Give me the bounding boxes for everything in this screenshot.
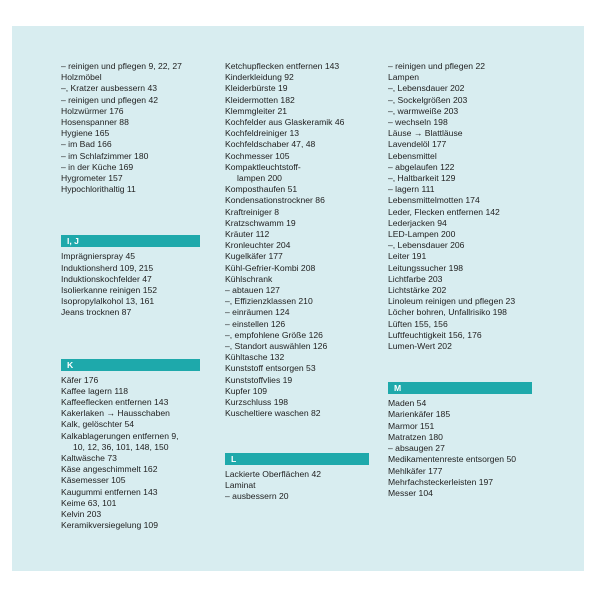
index-entry: lampen 200 [237, 173, 282, 184]
section-heading: L [225, 453, 369, 465]
index-entry: Kühltasche 132 [225, 352, 285, 363]
index-entry: Kaugummi entfernen 143 [61, 486, 158, 497]
index-entry: Kuscheltiere waschen 82 [225, 408, 321, 419]
index-entry: Induktionsherd 109, 215 [61, 262, 154, 273]
index-entry: Laminat [225, 479, 256, 490]
index-entry: Matratzen 180 [388, 431, 443, 442]
index-entry: – im Schlafzimmer 180 [61, 150, 149, 161]
index-entry: –, Effizienzklassen 210 [225, 296, 313, 307]
index-block [225, 61, 375, 420]
index-entry: Kunststoffvlies 19 [225, 374, 293, 385]
index-entry: Marmor 151 [388, 420, 435, 431]
index-entry: –, warmweiße 203 [388, 105, 459, 116]
index-entry: Kinderkleidung 92 [225, 72, 294, 83]
index-entry: Kaltwäsche 73 [61, 453, 117, 464]
index-entry: Kaffee lagern 118 [61, 385, 129, 396]
index-entry: 10, 12, 36, 101, 148, 150 [73, 441, 169, 452]
index-entry: Klemmgleiter 21 [225, 105, 288, 116]
index-entry: Kühl-Gefrier-Kombi 208 [225, 262, 316, 273]
index-entry: Kraftreiniger 8 [225, 206, 279, 217]
index-entry: – reinigen und pflegen 42 [61, 94, 158, 105]
index-entry: Käsemesser 105 [61, 475, 126, 486]
index-entry: – ausbessern 20 [225, 490, 289, 501]
index-entry: Kochfeldschaber 47, 48 [225, 139, 316, 150]
index-entry: Ketchupflecken entfernen 143 [225, 61, 340, 71]
index-entry: – abtauen 127 [225, 285, 280, 296]
index-entry: Lampen [388, 72, 420, 83]
index-entry: – lagern 111 [388, 184, 435, 195]
index-entry: Lichtstärke 202 [388, 285, 447, 296]
index-entry: Leiter 191 [388, 251, 427, 262]
index-entry: Lüften 155, 156 [388, 318, 448, 329]
index-entry: Kelvin 203 [61, 509, 102, 520]
index-entry: Holzmöbel [61, 72, 102, 83]
index-entry: Kupfer 109 [225, 385, 268, 396]
index-entry: Marienkäfer 185 [388, 409, 451, 420]
index-entry: –, Lebensdauer 202 [388, 83, 465, 94]
index-entry: Hypochlorithaltig 11 [61, 184, 136, 195]
index-entry: Kakerlaken → Hausschaben [61, 408, 170, 419]
index-entry: Kräuter 112 [225, 229, 270, 240]
index-entry: Leder, Flecken entfernen 142 [388, 206, 500, 217]
index-entry: Leitungssucher 198 [388, 262, 464, 273]
index-entry: Keramikversiegelung 109 [61, 520, 158, 531]
index-entry: Isolierkanne reinigen 152 [61, 285, 158, 296]
index-entry: – einstellen 126 [225, 318, 286, 329]
index-entry: Keime 63, 101 [61, 497, 117, 508]
index-entry: Lebensmittel [388, 150, 437, 161]
index-entry: Komposthaufen 51 [225, 184, 298, 195]
index-entry: Linoleum reinigen und pflegen 23 [388, 296, 516, 307]
index-entry: Hygiene 165 [61, 128, 110, 139]
index-entry: Messer 104 [388, 487, 433, 498]
index-entry: Kochfeldreiniger 13 [225, 128, 300, 139]
index-entry: – im Bad 166 [61, 139, 112, 150]
index-entry: Hosenspanner 88 [61, 117, 129, 128]
index-entry: Medikamentenreste entsorgen 50 [388, 454, 517, 465]
index-page [12, 26, 584, 571]
index-entry: Lederjacken 94 [388, 217, 447, 228]
index-entry: Isopropylalkohol 13, 161 [61, 296, 155, 307]
index-entry: Luftfeuchtigkeit 156, 176 [388, 329, 482, 340]
index-block [61, 235, 201, 318]
index-entry: Lebensmittelmotten 174 [388, 195, 480, 206]
index-entry: –, Standort auswählen 126 [225, 341, 328, 352]
index-entry: Käfer 176 [61, 374, 99, 385]
index-entry: Kühlschrank [225, 273, 273, 284]
index-entry: Kaffeeflecken entfernen 143 [61, 397, 169, 408]
index-entry: Kugelkäfer 177 [225, 251, 283, 262]
index-entry: Holzwürmer 176 [61, 105, 124, 116]
index-entry: –, Sockelgrößen 203 [388, 94, 468, 105]
index-entry: Mehrfachsteckerleisten 197 [388, 476, 494, 487]
index-entry: Kompaktleuchtstoff- [225, 161, 301, 172]
index-entry: Kronleuchter 204 [225, 240, 291, 251]
index-entry: Imprägnierspray 45 [61, 251, 136, 262]
index-column-1 [61, 61, 201, 532]
index-entry: Käse angeschimmelt 162 [61, 464, 158, 475]
index-entry: Lichtfarbe 203 [388, 273, 443, 284]
index-entry: Läuse → Blattläuse [388, 128, 463, 139]
index-column-3 [388, 61, 548, 499]
index-entry: – in der Küche 169 [61, 161, 134, 172]
index-entry: – wechseln 198 [388, 117, 448, 128]
index-entry: Kalkablagerungen entfernen 9, [61, 430, 179, 441]
section-heading: M [388, 382, 532, 394]
index-entry: – absaugen 27 [388, 443, 445, 454]
index-entry: Kratzschwamm 19 [225, 217, 296, 228]
index-entry: LED-Lampen 200 [388, 229, 456, 240]
index-block [388, 382, 548, 499]
index-entry: Lumen-Wert 202 [388, 341, 452, 352]
index-entry: – reinigen und pflegen 9, 22, 27 [61, 61, 182, 71]
index-entry: –, Lebensdauer 206 [388, 240, 465, 251]
index-block [61, 359, 201, 532]
index-entry: Kondensationstrockner 86 [225, 195, 325, 206]
index-entry: –, empfohlene Größe 126 [225, 329, 323, 340]
index-entry: Kleidermotten 182 [225, 94, 295, 105]
index-block [388, 61, 548, 352]
index-entry: Kleiderbürste 19 [225, 83, 288, 94]
index-entry: – einräumen 124 [225, 307, 290, 318]
index-entry: Kurzschluss 198 [225, 397, 289, 408]
index-entry: Lackierte Oberflächen 42 [225, 468, 322, 479]
index-entry: Kalk, gelöschter 54 [61, 419, 135, 430]
index-entry: Maden 54 [388, 398, 427, 409]
index-entry: Löcher bohren, Unfallrisiko 198 [388, 307, 507, 318]
index-entry: Induktionskochfelder 47 [61, 273, 152, 284]
index-column-2 [225, 61, 375, 502]
index-entry: –, Kratzer ausbessern 43 [61, 83, 158, 94]
index-entry: –, Haltbarkeit 129 [388, 173, 456, 184]
index-entry: Mehlkäfer 177 [388, 465, 443, 476]
index-entry: Lavendelöl 177 [388, 139, 447, 150]
section-heading: K [61, 359, 200, 371]
index-block [225, 453, 375, 503]
index-block [61, 61, 201, 195]
index-entry: Kochfelder aus Glaskeramik 46 [225, 117, 345, 128]
index-entry: Kochmesser 105 [225, 150, 290, 161]
index-entry: – reinigen und pflegen 22 [388, 61, 485, 71]
index-entry: Hygrometer 157 [61, 173, 123, 184]
index-entry: – abgelaufen 122 [388, 161, 455, 172]
index-entry: Kunststoff entsorgen 53 [225, 363, 316, 374]
index-entry: Jeans trocknen 87 [61, 307, 132, 318]
section-heading: I, J [61, 235, 200, 247]
